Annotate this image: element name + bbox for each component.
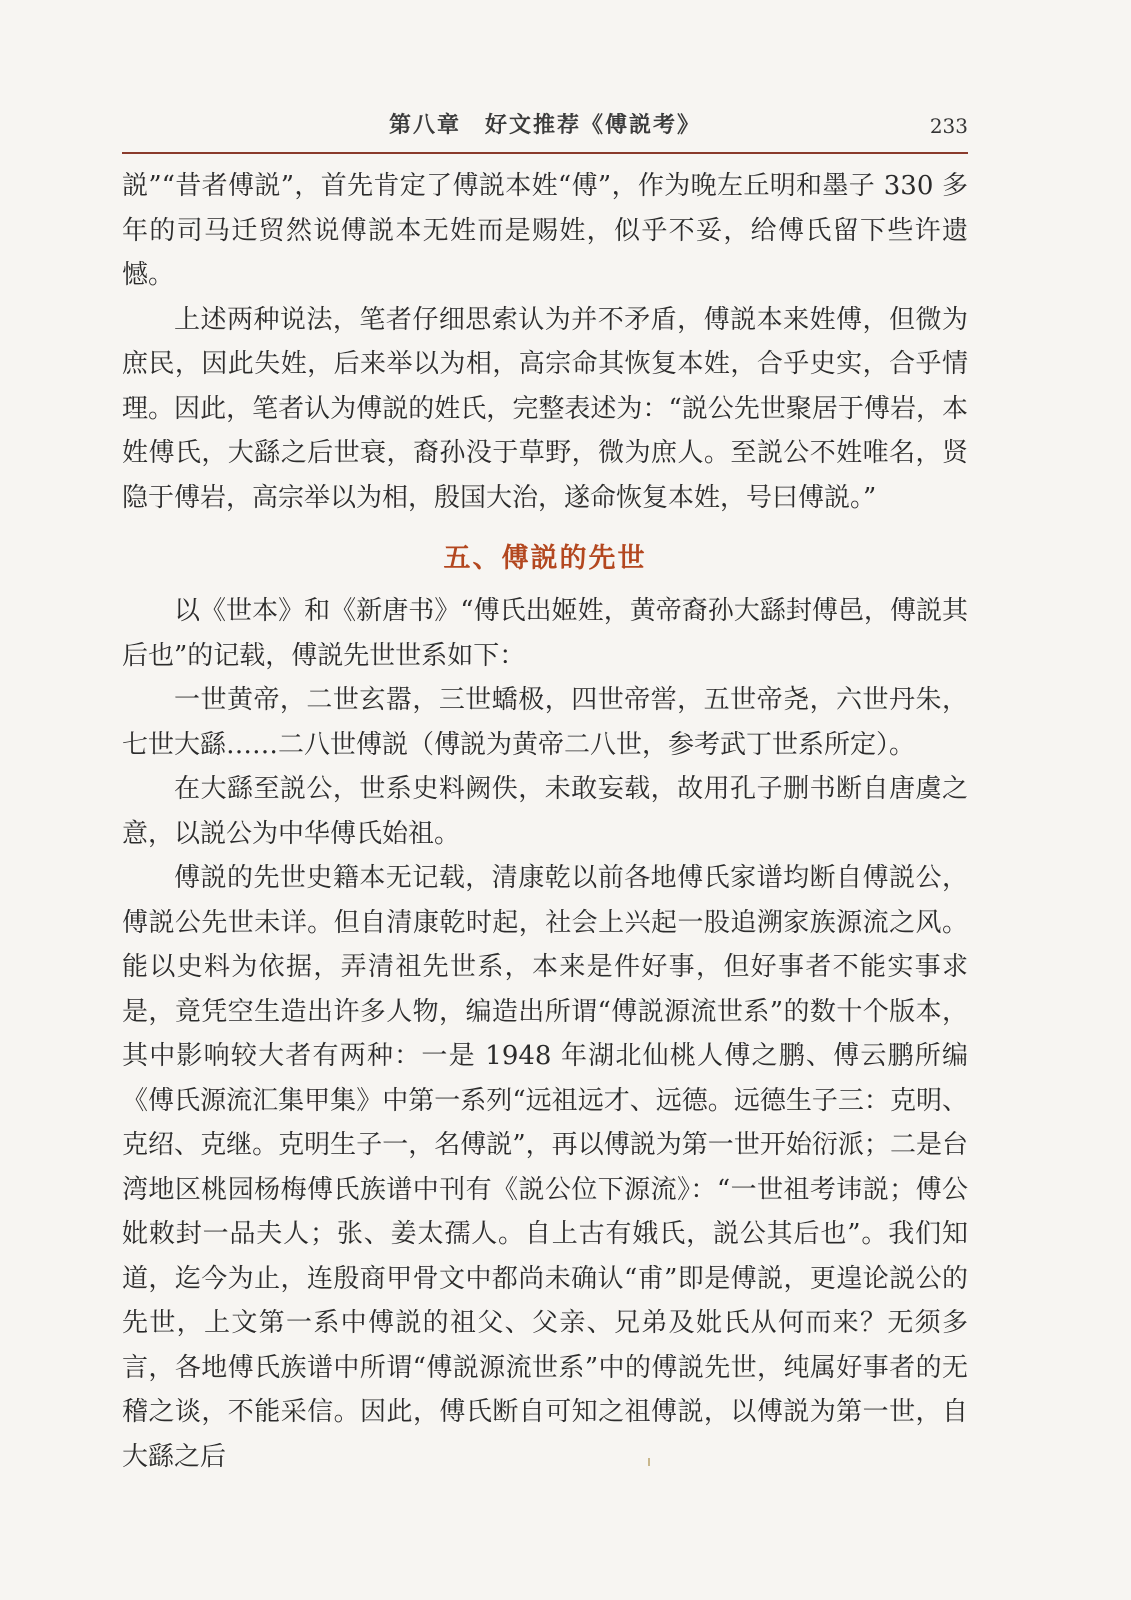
paragraph: 一世黄帝，二世玄嚣，三世蟜极，四世帝喾，五世帝尧，六世丹朱，七世大繇……二八世傅説（傅説为黄帝二八世，参考武丁世系所定）。 — [122, 685, 968, 760]
paragraph: 説”“昔者傅説”，首先肯定了傅説本姓“傅”，作为晚左丘明和墨子 330 多年的司马迁贸然说傅説本无姓而是赐姓，似乎不妥，给傅氏留下些许遗憾。 — [122, 171, 968, 290]
paragraph: 在大繇至説公，世系史料阙佚，未敢妄载，故用孔子删书断自唐虞之意，以説公为中华傅氏始祖。 — [122, 774, 968, 849]
header-rule — [122, 152, 968, 154]
body-text — [122, 164, 968, 1479]
page-header — [122, 104, 968, 144]
page-number: 233 — [929, 114, 968, 138]
paragraph: 傅説的先世史籍本无记载，清康乾以前各地傅氏家谱均断自傅説公，傅説公先世未详。但自清康乾时起，社会上兴起一股追溯家族源流之风。能以史料为依据，弄清祖先世系，本来是件好事，但好事者不能实事求是，竟凭空生造出许多人物，编造出所谓“傅説源流世系”的数十个版本，其中影响较大者有两种：一是 1948 年湖北仙桃人傅之鹏、傅云鹏所编《傅氏源流汇集甲集》中第一系列“远祖远才、远德。远德生子三：克明、克绍、克继。克明生子一，名傅説”，再以傅説为第一世开始衍派；二是台湾地区桃园杨梅傅氏族谱中刊有《説公位下源流》：“一世祖考讳説；傅公妣敕封一品夫人；张、姜太孺人。自上古有娥氏，説公其后也”。我们知道，迄今为止，连殷商甲骨文中都尚未确认“甫”即是傅説，更遑论説公的先世，上文第一系中傅説的祖父、父亲、兄弟及妣氏从何而来？无须多言，各地傅氏族谱中所谓“傅説源流世系”中的傅説先世，纯属好事者的无稽之谈，不能采信。因此，傅氏断自可知之祖傅説，以傅説为第一世，自大繇之后 — [122, 863, 968, 1472]
section-heading: 五、傅説的先世 — [443, 543, 647, 574]
paragraph: 上述两种说法，笔者仔细思索认为并不矛盾，傅説本来姓傅，但微为庶民，因此失姓，后来举以为相，高宗命其恢复本姓，合乎史实，合乎情理。因此，笔者认为傅説的姓氏，完整表述为：“説公先世聚居于傅岩，本姓傅氏，大繇之后世衰，裔孙没于草野，微为庶人。至説公不姓唯名，贤隐于傅岩，高宗举以为相，殷国大治，遂命恢复本姓，号曰傅説。” — [122, 304, 968, 513]
paper-speck — [648, 1458, 650, 1466]
paragraph: 以《世本》和《新唐书》“傅氏出姬姓，黄帝裔孙大繇封傅邑，傅説其后也”的记载，傅説先世世系如下： — [122, 596, 968, 671]
running-title: 第八章 好文推荐《傅説考》 — [388, 113, 701, 138]
